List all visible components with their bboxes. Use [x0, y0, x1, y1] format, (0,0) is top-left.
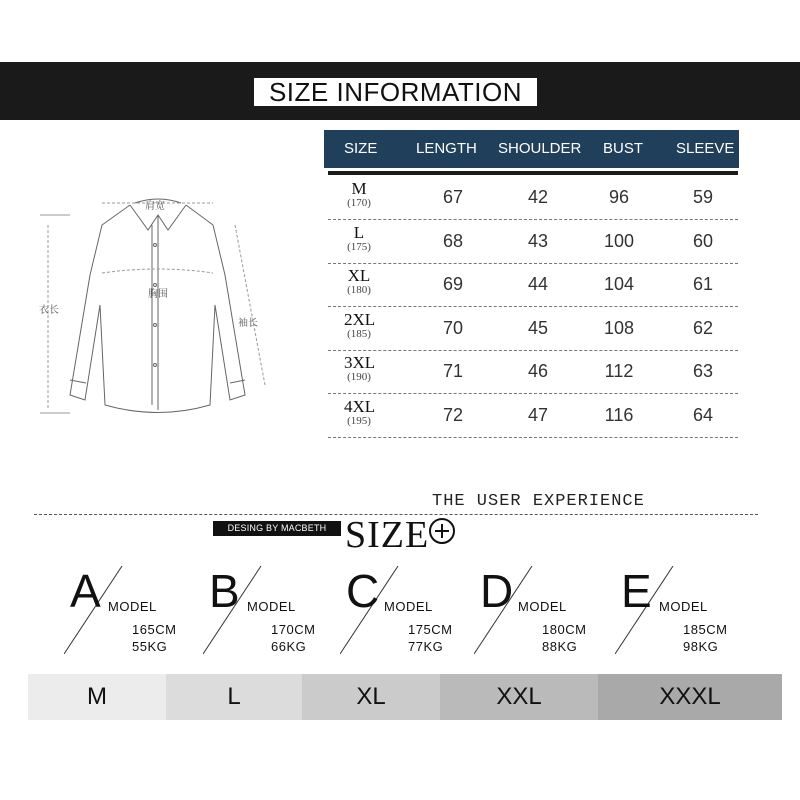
- model-height: 165CM: [132, 622, 177, 637]
- header-size: SIZE: [344, 140, 378, 157]
- header-length: LENGTH: [416, 140, 477, 157]
- model-label: MODEL: [518, 599, 567, 614]
- size-height: (195): [347, 414, 371, 427]
- length-cell: 67: [442, 187, 464, 207]
- shoulder-cell: 42: [527, 187, 549, 207]
- size-logo: SIZE: [345, 514, 430, 556]
- model-height: 170CM: [271, 622, 316, 637]
- table-row: [328, 263, 738, 307]
- model-label: MODEL: [384, 599, 433, 614]
- table-row: [328, 176, 738, 220]
- bust-cell: 116: [604, 404, 634, 425]
- table-row: [328, 307, 738, 351]
- size-letter: M: [351, 179, 367, 198]
- model-height: 180CM: [542, 622, 587, 637]
- bust-cell: 104: [603, 274, 635, 294]
- table-row: [328, 394, 738, 438]
- model-block: [203, 566, 353, 666]
- model-label: MODEL: [659, 599, 708, 614]
- sleeve-label: 袖长: [238, 318, 258, 329]
- model-weight: 98KG: [683, 639, 719, 654]
- header-shoulder: SHOULDER: [498, 140, 582, 157]
- model-block: [615, 566, 765, 666]
- size-letter: L: [353, 222, 365, 242]
- model-weight: 77KG: [408, 639, 444, 654]
- bust-cell: 112: [604, 361, 634, 381]
- size-height: (185): [347, 327, 371, 340]
- size-letter: 3XL: [344, 353, 376, 372]
- size-strip-item: XXXL: [598, 674, 782, 720]
- size-strip-item: L: [166, 674, 302, 720]
- size-height: (180): [347, 284, 371, 296]
- model-label: MODEL: [247, 599, 296, 614]
- shoulder-cell: 45: [527, 317, 549, 338]
- bust-cell: 100: [603, 230, 635, 251]
- length-cell: 72: [442, 404, 464, 425]
- header-sleeve: SLEEVE: [676, 140, 735, 157]
- length-label: 衣长: [39, 305, 59, 316]
- size-cell: [344, 398, 374, 427]
- model-block: [64, 566, 214, 666]
- model-height: 175CM: [408, 622, 453, 637]
- size-strip-item: XXL: [440, 674, 598, 720]
- size-letter: 2XL: [344, 309, 376, 329]
- model-letter: C: [346, 565, 380, 617]
- size-table-header: [324, 130, 739, 168]
- size-strip-item: M: [28, 674, 166, 720]
- length-cell: 69: [442, 274, 464, 294]
- sleeve-cell: 60: [692, 230, 714, 251]
- size-height: (190): [347, 371, 371, 383]
- shoulder-cell: 44: [527, 274, 549, 294]
- sleeve-cell: 63: [692, 361, 714, 381]
- header-bust: BUST: [603, 140, 644, 157]
- model-height: 185CM: [683, 622, 728, 637]
- size-letter: 4XL: [344, 396, 376, 416]
- user-experience-title: THE USER EXPERIENCE: [432, 492, 645, 511]
- shirt-diagram: [30, 185, 285, 425]
- size-height: (175): [347, 240, 371, 253]
- model-letter: A: [70, 565, 101, 617]
- model-letter: B: [209, 565, 240, 617]
- size-letter: XL: [347, 266, 371, 285]
- size-cell: [344, 354, 374, 383]
- model-block: [474, 566, 624, 666]
- sleeve-cell: 61: [692, 274, 714, 294]
- shoulder-cell: 43: [527, 230, 549, 251]
- designer-badge: DESING BY MACBETH: [213, 521, 341, 536]
- model-block: [340, 566, 490, 666]
- bust-cell: 108: [603, 317, 635, 338]
- size-cell: [344, 267, 374, 296]
- model-weight: 55KG: [132, 639, 168, 654]
- length-cell: 70: [442, 317, 464, 338]
- size-height: (170): [347, 197, 371, 209]
- size-cell: [344, 311, 374, 340]
- shoulder-label: 肩宽: [145, 201, 165, 212]
- model-letter: D: [480, 565, 514, 617]
- bust-cell: 96: [608, 187, 630, 207]
- size-cell: [344, 224, 374, 253]
- table-rule: [328, 171, 738, 175]
- banner-title: SIZE INFORMATION: [254, 78, 537, 106]
- plus-circle-icon: [429, 518, 455, 544]
- length-cell: 68: [442, 230, 464, 251]
- sleeve-cell: 62: [692, 317, 714, 338]
- table-row: [328, 220, 738, 264]
- length-cell: 71: [442, 361, 464, 381]
- table-row: [328, 350, 738, 394]
- chest-label: 胸围: [148, 289, 168, 300]
- shoulder-cell: 47: [527, 404, 549, 425]
- model-letter: E: [621, 565, 652, 617]
- sleeve-cell: 64: [692, 404, 714, 425]
- model-label: MODEL: [108, 599, 157, 614]
- sleeve-cell: 59: [692, 187, 714, 207]
- model-weight: 88KG: [542, 639, 578, 654]
- shoulder-cell: 46: [527, 361, 549, 381]
- size-strip-item: XL: [302, 674, 440, 720]
- model-weight: 66KG: [271, 639, 307, 654]
- size-cell: [344, 180, 374, 209]
